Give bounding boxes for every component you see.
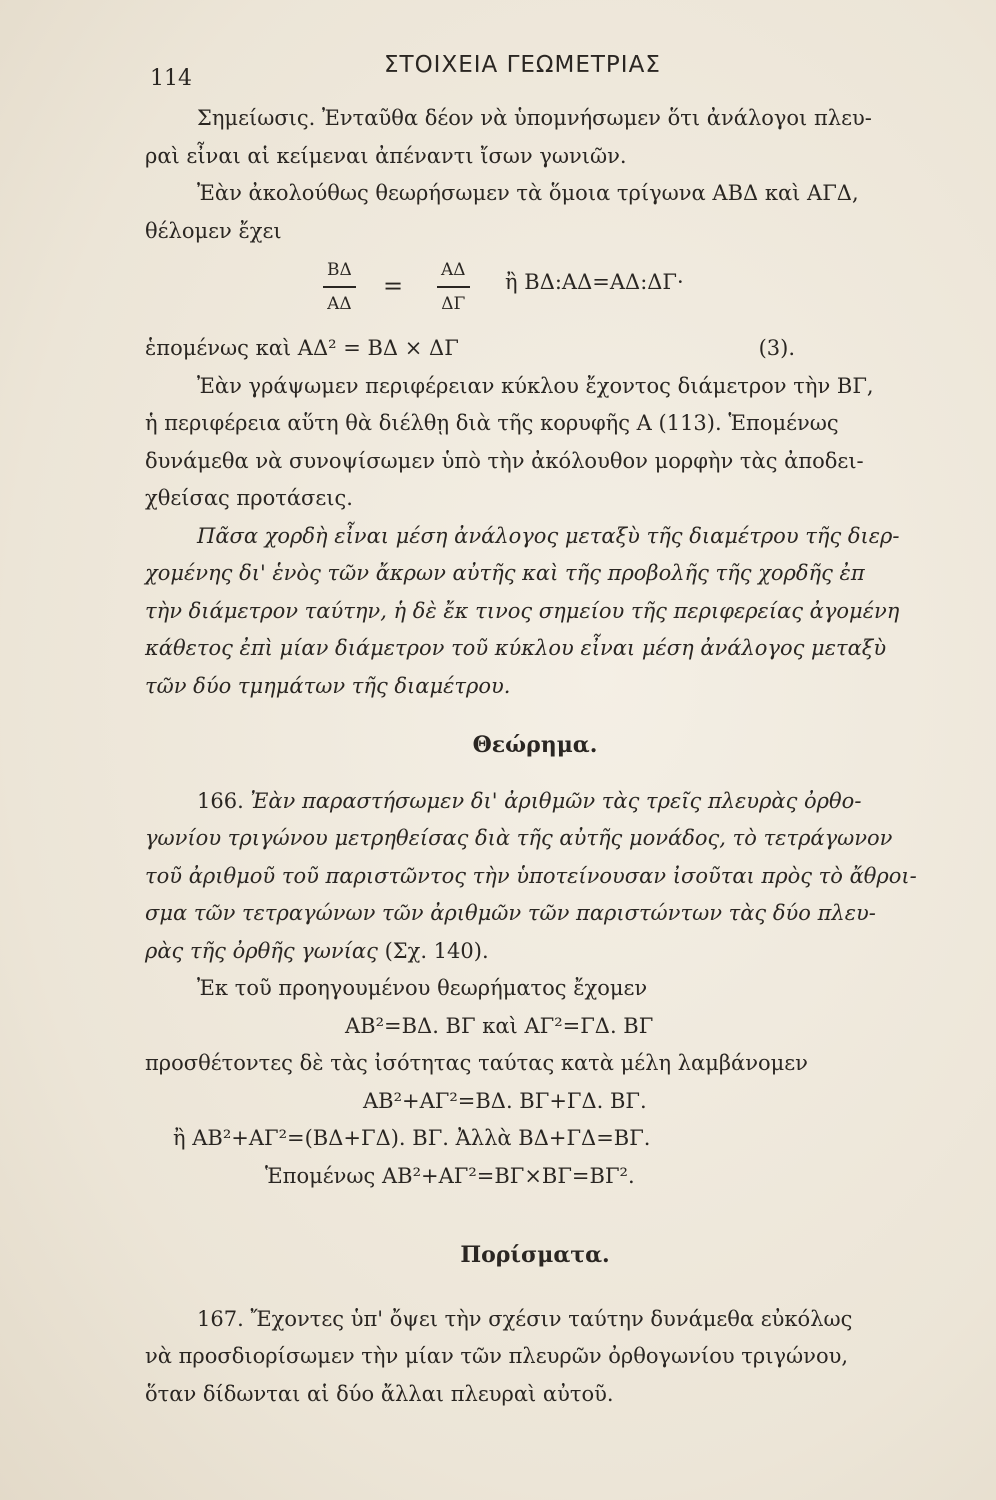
para1-line-2: θέλομεν ἔχει [145,218,282,243]
para2-line-2: ἡ περιφέρεια αὕτη θὰ διέλθῃ διὰ τῆς κορυφῆς Α (113). Ἑπομένως [145,411,839,435]
fraction-right-numerator: ΑΔ [437,254,470,288]
figure-reference: (Σχ. 140). [384,938,489,963]
theorem-166-line-4: σμα τῶν τετραγώνων τῶν ἀριθμῶν τῶν παριστώντων τὰς δύο πλευ- [145,901,876,925]
equals-sign: = [383,272,404,300]
proof-formula-3: ἢ ΑΒ²+ΑΓ²=(ΒΔ+ΓΔ). ΒΓ. Ἀλλὰ ΒΔ+ΓΔ=ΒΓ. [173,1126,651,1150]
proposition-line-3: τὴν διάμετρον ταύτην, ἡ δὲ ἔκ τινος σημείου τῆς περιφερείας ἀγομένη [145,598,900,623]
page-body [145,100,925,1413]
para1-line-1: Ἐὰν ἀκολούθως θεωρήσωμεν τὰ ὅμοια τρίγωνα ΑΒΔ καὶ ΑΓΔ, [197,181,859,205]
para-167-line-2: νὰ προσδιορίσωμεν τὴν μίαν τῶν πλευρῶν ὀρθογωνίου τριγώνου, [145,1344,849,1368]
equation-3-number: (3). [758,336,795,360]
fraction-left [323,254,356,320]
para2-line-4: χθείσας προτάσεις. [145,486,353,510]
theorem-166-line-5 [145,933,925,971]
fraction-left-denominator: ΑΔ [327,294,352,314]
para-167-line-1 [145,1301,925,1339]
para-167-text-1: Ἔχοντες ὑπ' ὄψει τὴν σχέσιν ταύτην δυνάμεθα εὐκόλως [250,1306,853,1331]
theorem-166-line-3: τοῦ ἀριθμοῦ τοῦ παριστῶντος τὴν ὑποτείνουσαν ἰσοῦται πρὸς τὸ ἄθροι- [145,863,917,888]
proposition-line-5: τῶν δύο τμημάτων τῆς διαμέτρου. [145,673,511,698]
proposition-line-4: κάθετος ἐπὶ μίαν διάμετρον τοῦ κύκλου εἶναι μέση ἀνάλογος μεταξὺ [145,636,887,660]
proportion-text: ἢ ΒΔ:ΑΔ=ΑΔ:ΔΓ· [505,270,684,294]
proposition-line-2: χομένης δι' ἑνὸς τῶν ἄκρων αὐτῆς καὶ τῆς προβολῆς τῆς χορδῆς ἐπ [145,561,865,585]
theorem-heading: Θεώρημα. [472,732,598,758]
fraction-right [437,254,470,320]
theorem-166-line-2: γωνίου τριγώνου μετρηθείσας διὰ τῆς αὐτῆς μονάδος, τὸ τετράγωνον [145,826,893,850]
para-167-number: 167. [197,1306,244,1331]
page-header [150,52,850,91]
proof-formula-1: ΑΒ²=ΒΔ. ΒΓ καὶ ΑΓ²=ΓΔ. ΒΓ [345,1013,654,1038]
equation-3: ἑπομένως καὶ ΑΔ² = ΒΔ × ΔΓ [145,336,459,360]
equation-3-row [145,330,925,368]
proposition-line-1: Πᾶσα χορδὴ εἶναι μέση ἀνάλογος μεταξὺ τῆς διαμέτρου τῆς διερ- [197,523,900,548]
running-title: ΣΤΟΙΧΕΙΑ ΓΕΩΜΕΤΡΙΑΣ [384,52,661,78]
page-number: 114 [150,66,192,91]
ratio-equation [145,250,925,330]
fraction-left-numerator: ΒΔ [323,254,356,288]
para2-line-3: δυνάμεθα νὰ συνοψίσωμεν ὑπὸ τὴν ἀκόλουθον μορφὴν τὰς ἀποδει- [145,448,864,473]
proof-formula-2: ΑΒ²+ΑΓ²=ΒΔ. ΒΓ+ΓΔ. ΒΓ. [363,1088,647,1113]
para2-line-1: Ἐὰν γράψωμεν περιφέρειαν κύκλου ἔχοντος διάμετρον τὴν ΒΓ, [197,373,874,398]
proof-line-2: προσθέτοντες δὲ τὰς ἰσότητας ταύτας κατὰ μέλη λαμβάνομεν [145,1051,808,1075]
theorem-166-number: 166. [197,788,244,813]
note-line-2: ραὶ εἶναι αἱ κείμεναι ἀπέναντι ἴσων γωνιῶν. [145,143,627,168]
corollaries-heading: Πορίσματα. [460,1242,610,1268]
theorem-166-line-1 [145,783,925,821]
fraction-right-denominator: ΔΓ [441,294,466,314]
para-167-line-3: ὅταν δίδωνται αἱ δύο ἄλλαι πλευραὶ αὐτοῦ. [145,1381,614,1406]
proof-line-1: Ἐκ τοῦ προηγουμένου θεωρήματος ἔχομεν [197,976,648,1000]
theorem-166-text-1: Ἐὰν παραστήσωμεν δι' ἀριθμῶν τὰς τρεῖς πλευρὰς ὀρθο- [250,788,862,813]
proof-formula-4: Ἑπομένως ΑΒ²+ΑΓ²=ΒΓ×ΒΓ=ΒΓ². [265,1163,635,1188]
note-line-1: Σημείωσις. Ἐνταῦθα δέον νὰ ὑπομνήσωμεν ὅτι ἀνάλογοι πλευ- [197,106,872,130]
theorem-166-text-5: ρὰς τῆς ὀρθῆς γωνίας [145,938,378,963]
